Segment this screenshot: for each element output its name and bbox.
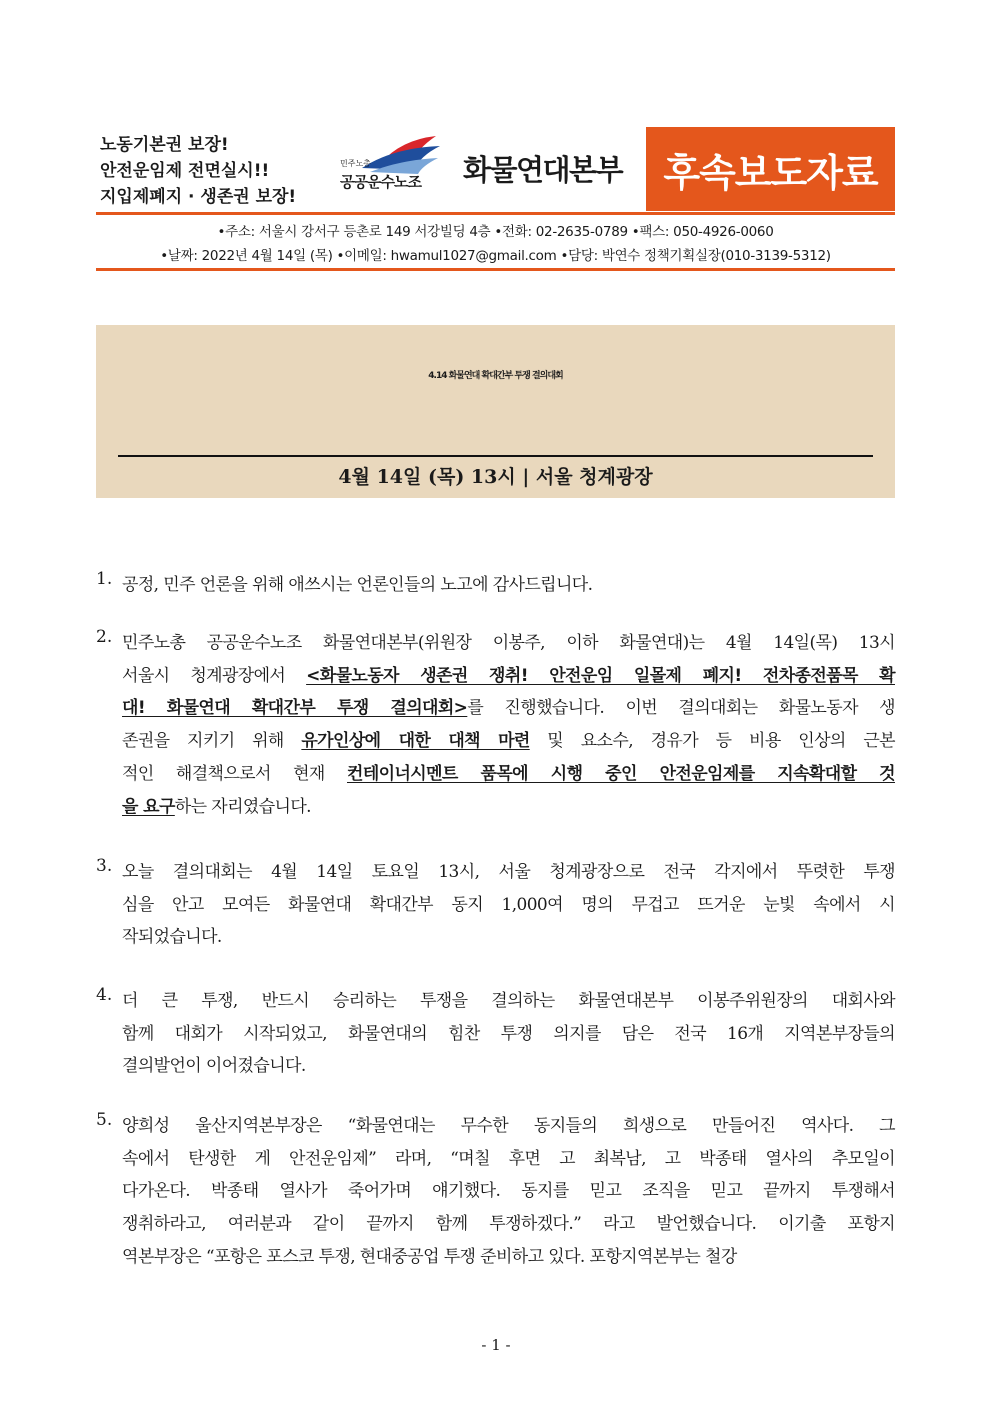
header-divider-top <box>96 212 895 215</box>
paragraph-line <box>122 627 895 660</box>
event-subtitle: 4월 14일 (목) 13시 | 서울 청계광장 <box>338 466 653 488</box>
emphasized-text: 유가인상에 대한 대책 마련 <box>301 731 530 752</box>
text-segment: 함께 대회가 시작되었고, 화물연대의 힘찬 투쟁 의지를 담은 전국 16개 지역본부장들의 <box>122 1023 895 1044</box>
emphasized-text: 을 요구 <box>122 796 175 817</box>
text-segment: 더 큰 투쟁, 반드시 승리하는 투쟁을 결의하는 화물연대본부 이봉주위원장의 대회사와 <box>122 991 895 1011</box>
text-segment: 쟁취하라고, 여러분과 같이 끝까지 함께 투쟁하겠다.” 라고 발언했습니다. 이기출 포항지 <box>122 1214 895 1235</box>
slogan-line: 노동기본권 보장! <box>100 135 229 155</box>
paragraph-number: 5. <box>96 1110 113 1130</box>
slogan-line: 지입제폐지 · 생존권 보장! <box>100 187 297 207</box>
text-segment: 속에서 탄생한 게 안전운임제” 라며, “며칠 후면 고 최복남, 고 박종태 열사의 추모일이 <box>122 1148 895 1169</box>
text-segment: 결의발언이 이어졌습니다. <box>122 1056 306 1077</box>
text-segment: 공정, 민주 언론을 위해 애쓰시는 언론인들의 노고에 감사드립니다. <box>122 575 593 595</box>
paragraph-line <box>122 692 895 725</box>
paragraph-line <box>122 758 895 791</box>
text-segment: 오늘 결의대회는 4월 14일 토요일 13시, 서울 청계광장으로 전국 각지에서 뚜렷한 투쟁 <box>122 862 895 882</box>
paragraph-line <box>122 660 895 693</box>
text-segment: 및 요소수, 경유가 등 비용 인상의 근본 <box>529 731 895 752</box>
paragraph-line <box>122 856 895 889</box>
emphasized-text: <화물노동자 생존권 쟁취! 안전운임 일몰제 폐지! 전차종전품목 확 <box>306 665 895 686</box>
text-segment: 역본부장은 “포항은 포스코 투쟁, 현대중공업 투쟁 준비하고 있다. 포항지역본부는 철강 <box>122 1246 737 1267</box>
paragraph-line <box>122 569 895 602</box>
text-segment: 하는 자리였습니다. <box>174 796 311 817</box>
header-divider-bottom <box>96 268 895 271</box>
paragraph-line <box>122 1175 895 1208</box>
emphasized-text: 컨테이너시멘트 품목에 시행 중인 안전운임제를 지속확대할 것 <box>347 763 895 784</box>
document-type-badge: 후속보도자료 <box>646 127 895 211</box>
paragraph-line <box>122 1208 895 1241</box>
text-segment: 서울시 청계광장에서 <box>122 665 307 686</box>
text-segment: 다가온다. 박종태 열사가 죽어가며 얘기했다. 동지를 믿고 조직을 믿고 끝까지 투쟁해서 <box>122 1181 895 1202</box>
contact-line-date: •날짜: 2022년 4월 14일 (목) •이메일: hwamul1027@gmail.com •담당: 박연수 정책기획실장(010-3139-5312) <box>160 248 831 264</box>
title-divider <box>118 455 873 457</box>
paragraph-line <box>122 1110 895 1143</box>
text-segment: 심을 안고 모여든 화물연대 확대간부 동지 1,000여 명의 무겁고 뜨거운 눈빛 속에서 시 <box>122 894 895 915</box>
paragraph-line <box>122 921 895 954</box>
text-segment: 존권을 지키기 위해 <box>122 731 302 752</box>
slogan-block <box>100 132 330 210</box>
emphasized-text: 대! 화물연대 확대간부 투쟁 결의대회> <box>122 698 468 719</box>
title-box <box>96 325 895 498</box>
paragraph-line <box>122 1018 895 1051</box>
contact-line-address: •주소: 서울시 강서구 등촌로 149 서강빌딩 4층 •전화: 02-2635-0789 •팩스: 050-4926-0060 <box>217 224 774 240</box>
page-number: - 1 - <box>481 1336 511 1354</box>
paragraph-line <box>122 725 895 758</box>
paragraph-number: 4. <box>96 985 113 1005</box>
paragraph-line <box>122 1241 895 1274</box>
org-name: 화물연대본부 <box>463 153 623 187</box>
logo-union-text: 공공운수노조 <box>340 173 421 191</box>
text-segment: 작되었습니다. <box>122 927 222 948</box>
paragraph-line <box>122 889 895 922</box>
paragraph-number: 1. <box>96 569 113 589</box>
text-segment: 를 진행했습니다. 이번 결의대회는 화물노동자 생 <box>467 698 895 719</box>
text-segment: 민주노총 공공운수노조 화물연대본부(위원장 이봉주, 이하 화물연대)는 4월 14일(목) 13시 <box>122 633 895 653</box>
paragraph-line <box>122 985 895 1018</box>
paragraph-line <box>122 1050 895 1083</box>
union-logo <box>340 134 455 194</box>
page-title: 4.14 화물연대 확대간부 투쟁 결의대회 <box>428 371 563 381</box>
paragraph-number: 2. <box>96 627 113 647</box>
paragraph-line <box>122 791 895 824</box>
paragraph-number: 3. <box>96 856 113 876</box>
text-segment: 적인 해결책으로서 현재 <box>122 763 347 784</box>
paragraph-line <box>122 1143 895 1176</box>
text-segment: 양희성 울산지역본부장은 “화물연대는 무수한 동지들의 희생으로 만들어진 역사다. 그 <box>122 1116 895 1136</box>
slogan-line: 안전운임제 전면실시!! <box>100 161 270 181</box>
logo-federation-text: 민주노총 <box>340 159 371 168</box>
